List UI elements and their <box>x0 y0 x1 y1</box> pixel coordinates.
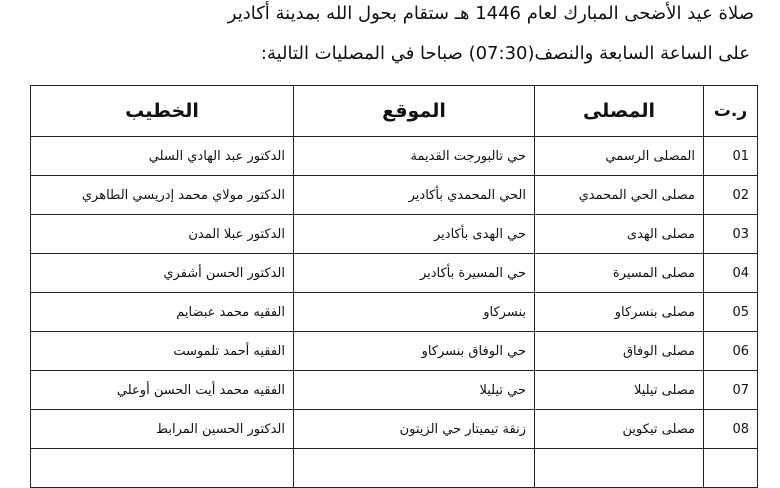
row-number: 08 <box>704 410 758 449</box>
intro-line-1: صلاة عيد الأضحى المبارك لعام 1446 هـ ستقام بحول الله بمدينة أكادير <box>227 3 754 24</box>
row-hall: مصلى الحي المحمدي <box>535 176 704 215</box>
table-row <box>31 410 758 449</box>
intro-line-2: على الساعة السابعة والنصف(07:30) صباحا في المصليات التالية: <box>260 43 750 64</box>
row-number: 01 <box>704 137 758 176</box>
row-preacher: الدكتور مولاي محمد إدريسي الطاهري <box>31 176 294 215</box>
row-location: بنسركاو <box>294 293 535 332</box>
row-location: حي تالبورجت القديمة <box>294 137 535 176</box>
row-location: الحي المحمدي بأكادير <box>294 176 535 215</box>
row-location: حي الوفاق بنسركاو <box>294 332 535 371</box>
row-location: حي الهدى بأكادير <box>294 215 535 254</box>
table-header-row <box>31 86 758 137</box>
row-hall: مصلى الوفاق <box>535 332 704 371</box>
row-hall: المصلى الرسمي <box>535 137 704 176</box>
row-preacher: الدكتور عبلا المدن <box>31 215 294 254</box>
row-hall: مصلى تيكوين <box>535 410 704 449</box>
row-preacher: الدكتور الحسين المرابط <box>31 410 294 449</box>
row-preacher: الدكتور الحسن أشفري <box>31 254 294 293</box>
row-number: 02 <box>704 176 758 215</box>
row-preacher: الفقيه محمد أيت الحسن أوعلي <box>31 371 294 410</box>
row-hall: مصلى المسيرة <box>535 254 704 293</box>
table-row <box>31 293 758 332</box>
table-row <box>31 332 758 371</box>
row-hall: مصلى الهدى <box>535 215 704 254</box>
row-preacher: الفقيه محمد عبضايم <box>31 293 294 332</box>
row-hall: مصلى بنسركاو <box>535 293 704 332</box>
table-row <box>31 254 758 293</box>
row-number: 04 <box>704 254 758 293</box>
row-number: 03 <box>704 215 758 254</box>
row-location: حي المسيرة بأكادير <box>294 254 535 293</box>
row-number: 06 <box>704 332 758 371</box>
row-preacher: الدكتور عبد الهادي السلي <box>31 137 294 176</box>
prayer-halls-table <box>30 85 758 488</box>
row-number: 05 <box>704 293 758 332</box>
row-location: حي تيليلا <box>294 371 535 410</box>
header-location: الموقع <box>294 86 535 137</box>
row-preacher: الفقيه أحمد تلموست <box>31 332 294 371</box>
table-row <box>31 371 758 410</box>
header-number: ر.ت <box>704 86 758 137</box>
row-hall: مصلى تيليلا <box>535 371 704 410</box>
header-hall: المصلى <box>535 86 704 137</box>
table-row <box>31 176 758 215</box>
table-row-partial <box>31 449 758 488</box>
table-row <box>31 215 758 254</box>
header-preacher: الخطيب <box>31 86 294 137</box>
row-number: 07 <box>704 371 758 410</box>
table-row <box>31 137 758 176</box>
row-location: زنقة تيميتار حي الزيتون <box>294 410 535 449</box>
